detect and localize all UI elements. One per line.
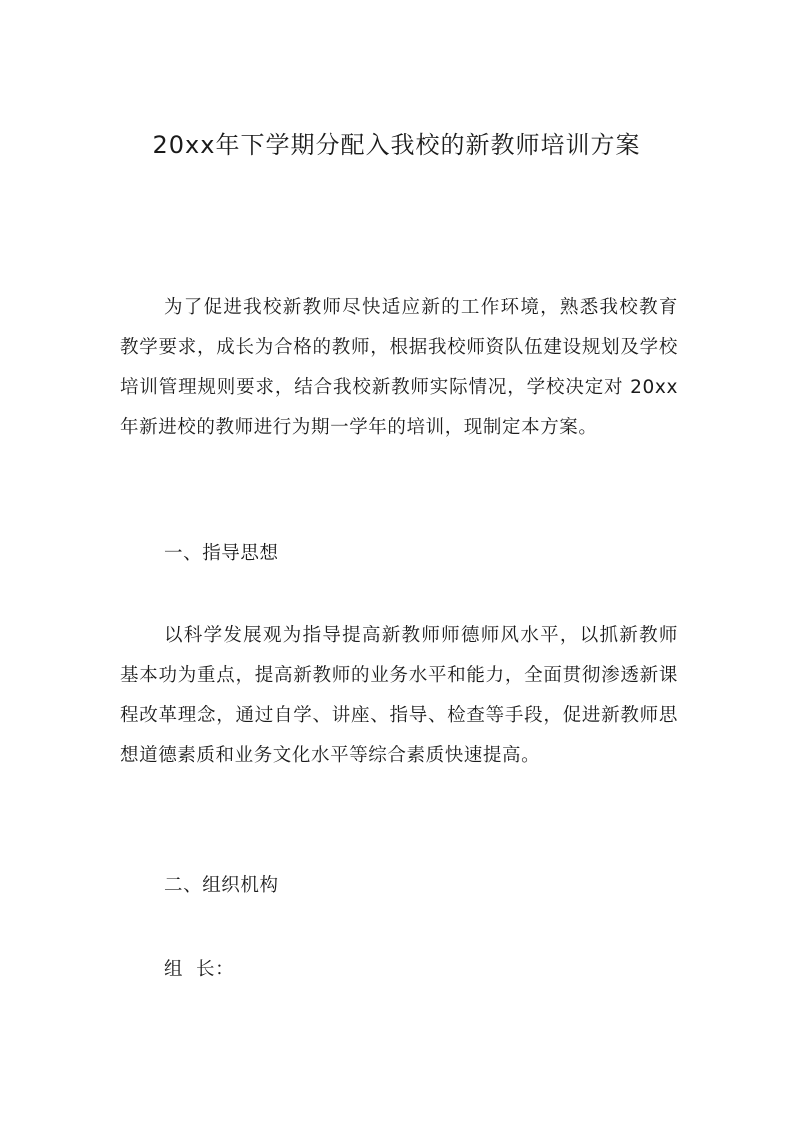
section-heading-organization: 二、组织机构 [164, 875, 279, 896]
guiding-thought-paragraph: 以科学发展观为指导提高新教师师德师风水平，以抓新教师基本功为重点，提高新教师的业务水平和能力，全面贯彻渗透新课程改革理念，通过自学、讲座、指导、检查等手段，促进新教师思想道德素质和业务文化水平等综合素质快速提高。 [120, 625, 678, 766]
section-heading-guiding-thought: 一、指导思想 [164, 543, 279, 564]
group-leader-label: 组 长： [164, 959, 235, 980]
intro-paragraph: 为了促进我校新教师尽快适应新的工作环境，熟悉我校教育教学要求，成长为合格的教师，根据我校师资队伍建设规划及学校培训管理规则要求，结合我校新教师实际情况，学校决定对 20xx 年新进校的教师进行为期一学年的培训，现制定本方案。 [120, 297, 678, 438]
document-title: 20xx年下学期分配入我校的新教师培训方案 [152, 131, 641, 159]
